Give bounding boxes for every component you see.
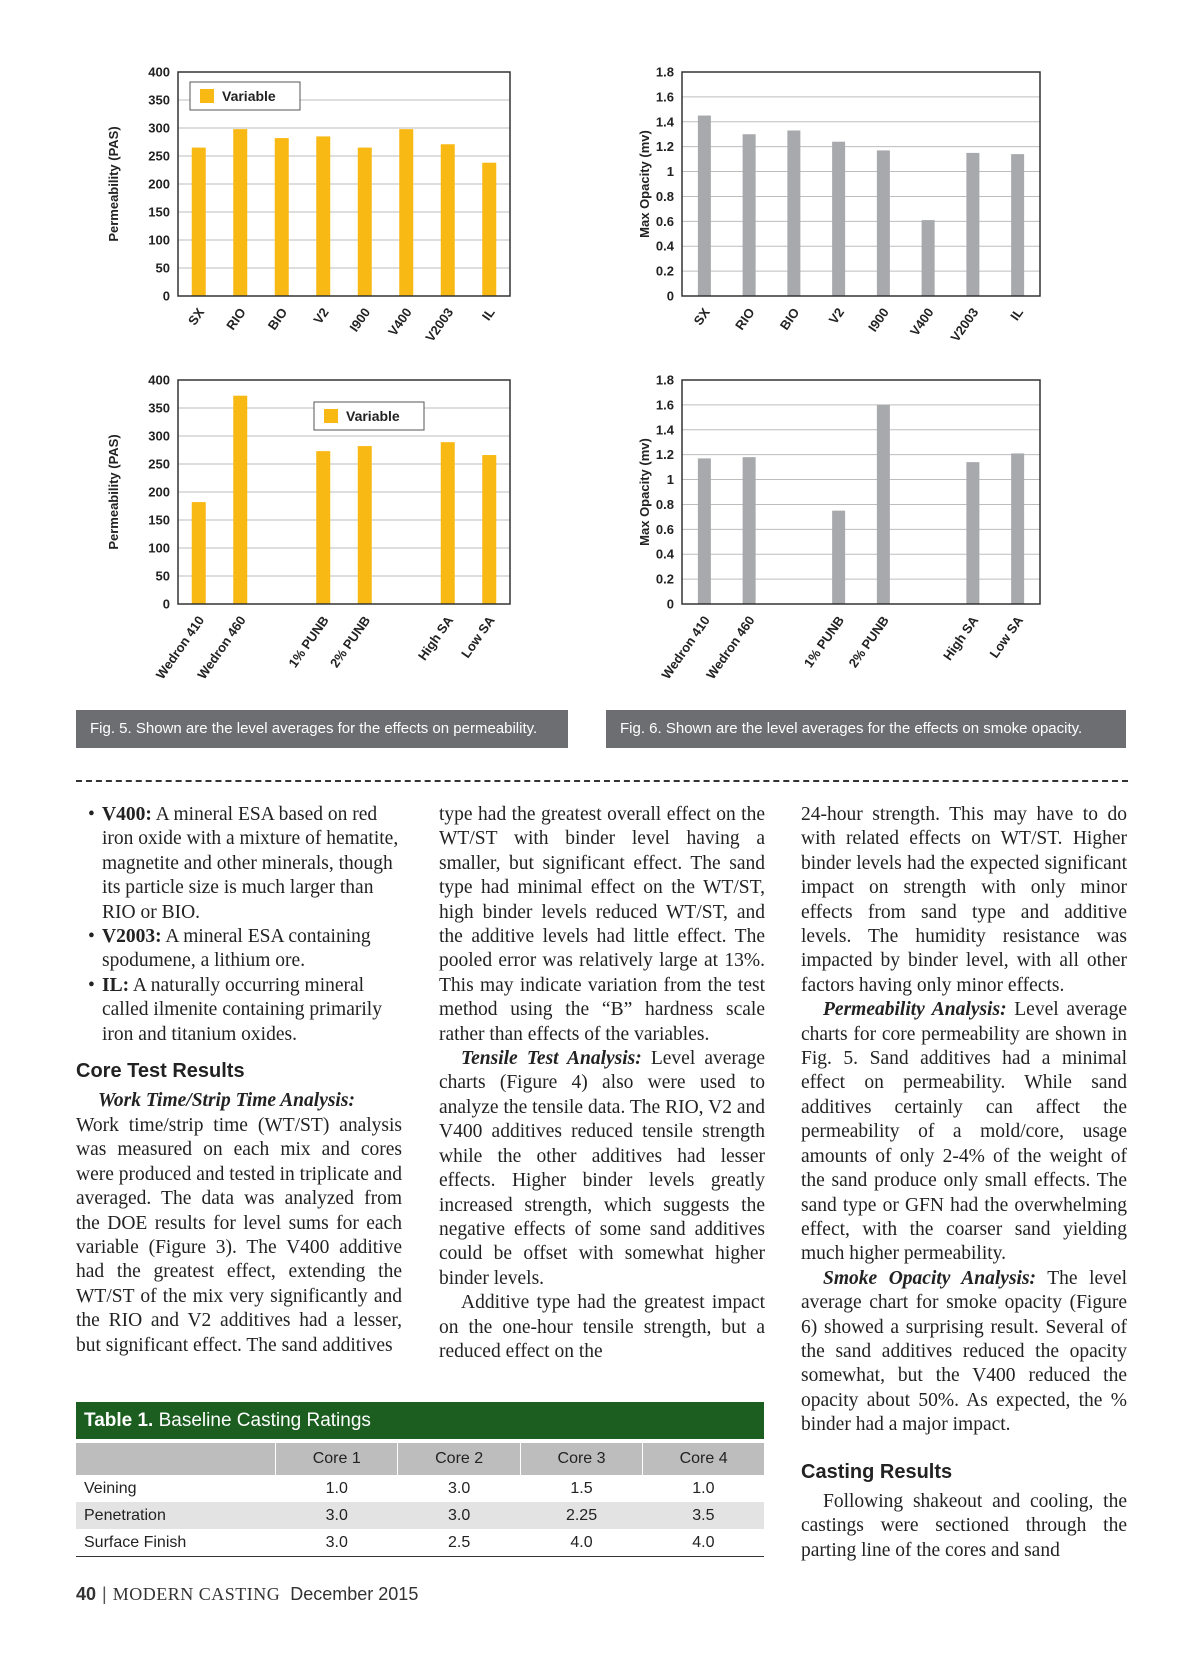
table-cell: 4.0 [520,1529,642,1557]
x-tick-label: V400 [384,305,415,339]
x-tick-label: V400 [906,305,937,339]
bar-i900 [877,150,890,296]
x-tick-label: RIO [223,305,249,333]
table-cell: 2.25 [520,1502,642,1529]
table-title: Table 1. Baseline Casting Ratings [76,1402,764,1439]
bar-bio [275,138,289,296]
bar-low-sa [1011,453,1024,604]
bar-high-sa [441,442,455,604]
bar-high-sa [966,462,979,604]
y-tick-label: 0.8 [655,188,674,204]
y-tick-label: 250 [148,456,170,472]
bar-wedron-460 [743,457,756,604]
x-tick-label: IL [1007,305,1027,324]
legend-label: Variable [222,88,276,104]
bar-v400 [922,220,935,296]
legend-swatch [324,409,338,423]
table-cell: 3.0 [448,1479,471,1497]
x-tick-label: Low SA [458,613,498,661]
bar-rio [233,129,247,296]
text-column-2 [439,803,765,1364]
legend-label: Variable [346,408,400,424]
y-tick-label: 0.2 [655,571,674,587]
bar-v400 [399,129,413,296]
x-tick-label: I900 [346,305,374,335]
x-tick-label: Wedron 410 [658,613,713,682]
x-tick-label: Wedron 460 [194,613,249,682]
y-axis-label: Permeability (PAS) [106,126,121,242]
additive-list [76,803,402,1047]
chart-permeability-variables [100,370,560,708]
y-tick-label: 300 [148,120,170,136]
y-tick-label: 50 [155,568,170,584]
paragraph: Additive type had the greatest impact on the one-hour tensile strength, but a reduced effect on the [439,1292,765,1362]
y-axis-label: Permeability (PAS) [106,434,121,550]
bar-il [482,163,496,296]
x-tick-label: 2% PUNB [326,613,374,671]
bar-il [1011,154,1024,296]
y-tick-label: 1 [666,472,674,488]
bar-sx [192,148,206,296]
x-tick-label: BIO [264,305,291,333]
bar-wedron-410 [698,458,711,604]
paragraph: Work Time/Strip Time Analysis: [98,1090,355,1112]
table-cell: 3.0 [398,1502,520,1529]
bar-bio [787,130,800,296]
baseline-casting-table [76,1402,764,1557]
x-tick-label: V2003 [422,305,457,345]
y-axis-label: Max Opacity (mv) [637,130,652,238]
x-tick-label: Wedron 410 [152,613,208,682]
y-tick-label: 0 [162,288,170,304]
y-tick-label: 0.4 [655,238,674,254]
table-cell: 4.0 [643,1529,764,1557]
row-label: Surface Finish [76,1529,276,1557]
y-tick-label: 200 [148,176,170,192]
y-tick-label: 0.4 [655,546,674,562]
x-tick-label: High SA [940,613,982,664]
paragraph: Tensile Test Analysis: Level average charts (Figure 4) also were used to analyze the tensile data. The RIO, V2 and V400 additives reduced tensile strength while the other additives had lesser effects. Higher binder levels greatly increased strength, which suggests the negative effects of some sand additives could be offset with somewhat higher binder levels. [439,1048,765,1289]
y-tick-label: 100 [148,232,170,248]
table-header-cell: Core 1 [276,1443,398,1475]
x-tick-label: RIO [732,305,758,333]
table-header-cell: Core 2 [398,1443,520,1475]
y-tick-label: 100 [148,540,170,556]
y-tick-label: 1 [666,164,674,180]
y-tick-label: 150 [148,512,170,528]
legend-swatch [200,89,214,103]
page-footer: 40 | MODERN CASTING December 2015 [76,1584,419,1604]
list-item: • IL: A naturally occurring mineral called ilmenite containing primarily iron and titanium oxides. [76,974,402,1047]
paragraph: Permeability Analysis: Level average charts for core permeability are shown in Fig. 5. Sand additives had a minimal effect on permeability. While sand additives certainly can affect the permeability of a mold/core, usage amounts of only 2-4% of the weight of the sand produce only small effects. The sand type or GFN had the overwhelming effect, with the coarser sand yielding much higher permeability. [801,999,1127,1265]
y-tick-label: 250 [148,148,170,164]
x-tick-label: I900 [865,305,892,335]
y-tick-label: 1.2 [655,447,674,463]
bar-sx [698,116,711,296]
y-tick-label: 400 [148,372,170,388]
row-label: Veining [84,1479,137,1497]
bar-2-punb [358,446,372,604]
y-tick-label: 0 [666,596,674,612]
bar-1-punb [316,451,330,604]
y-tick-label: 1.4 [655,422,674,438]
x-tick-label: SX [184,305,208,328]
list-item: • V2003: A mineral ESA containing spodumene, a lithium ore. [76,925,402,974]
y-tick-label: 1.6 [655,397,674,413]
bar-2-punb [877,405,890,604]
x-tick-label: High SA [414,613,457,664]
x-tick-label: 2% PUNB [845,613,892,671]
chart-opacity-variables [630,370,1090,708]
table-row [76,1475,764,1502]
plot-frame [682,72,1040,296]
paragraph: 24-hour strength. This may have to do with related effects on WT/ST. Higher binder levels had the expected significant impact on strength with only minor effects from sand type and additive levels. The humidity resistance was impacted by binder level, with all other factors having only minor effects. [801,804,1127,996]
bar-1-punb [832,511,845,604]
y-tick-label: 400 [148,64,170,80]
row-label: Penetration [76,1502,276,1529]
page-number: 40 [76,1584,97,1604]
table-cell: 2.5 [398,1529,520,1557]
table-cell: 1.0 [325,1479,348,1497]
y-axis-label: Max Opacity (mv) [637,438,652,546]
section-divider [76,780,1128,782]
table-cell: 1.0 [692,1479,715,1497]
y-tick-label: 350 [148,92,170,108]
legend [190,82,300,110]
ratings-table [76,1443,764,1557]
paragraph: Following shakeout and cooling, the castings were sectioned through the parting line of the cores and sand [801,1490,1127,1561]
x-tick-label: 1% PUNB [800,613,848,671]
y-tick-label: 0.6 [655,521,674,537]
x-tick-label: IL [478,305,498,324]
y-tick-label: 1.8 [655,64,674,80]
table-header-cell: Core 4 [643,1443,764,1475]
plot-frame [682,380,1040,604]
section-heading-core-test: Core Test Results [76,1060,245,1083]
list-item: • V400: A mineral ESA based on red iron oxide with a mixture of hematite, magnetite and other minerals, though its particle size is much larger than RIO or BIO. [76,803,402,925]
y-tick-label: 150 [148,204,170,220]
legend [314,402,424,430]
paragraph: Work time/strip time (WT/ST) analysis was measured on each mix and cores were produced and tested in triplicate and averaged. The data was analyzed from the DOE results for level sums for each variable (Figure 3). The V400 additive had the greatest effect, extending the WT/ST of the mix very significantly and the RIO and V2 additives had a lesser, but significant effect. The sand additives [76,1114,402,1356]
magazine-name: MODERN CASTING [112,1584,281,1604]
x-tick-label: SX [690,305,713,328]
bar-v2003 [966,153,979,296]
bar-v2 [316,136,330,296]
y-tick-label: 1.8 [655,372,674,388]
y-tick-label: 0.6 [655,213,674,229]
bar-rio [743,134,756,296]
bar-v2003 [441,144,455,296]
figure-6-caption: Fig. 6. Shown are the level averages for the effects on smoke opacity. [606,710,1126,748]
y-tick-label: 0 [162,596,170,612]
issue-date: December 2015 [290,1584,419,1604]
paragraph: type had the greatest overall effect on the WT/ST with binder level having a smaller, but significant effect. The sand type had minimal effect on the WT/ST, high binder levels reduced WT/ST, and the additive levels had little effect. The pooled error was relatively large at 13%. This may indicate variation from the test method using the “B” hardness scale rather than effects of the variables. [439,804,765,1045]
bar-i900 [358,148,372,296]
table-row [76,1502,764,1529]
x-tick-label: V2003 [947,305,982,345]
y-tick-label: 200 [148,484,170,500]
x-tick-label: V2 [825,305,848,327]
table-row [76,1529,764,1557]
table-header-row [76,1443,764,1475]
text-column-3 [801,803,1127,1563]
y-tick-label: 1.4 [655,114,674,130]
table-cell: 3.5 [643,1502,764,1529]
bar-wedron-460 [233,396,247,604]
y-tick-label: 50 [155,260,170,276]
table-header-cell: Core 3 [520,1443,642,1475]
table-header-cell [76,1443,276,1475]
x-tick-label: 1% PUNB [285,613,332,671]
chart-permeability-additives [100,62,560,360]
bar-low-sa [482,455,496,604]
x-tick-label: Wedron 460 [703,613,758,682]
y-tick-label: 300 [148,428,170,444]
y-tick-label: 1.6 [655,89,674,105]
x-tick-label: BIO [776,305,803,333]
bar-v2 [832,142,845,296]
table-cell: 3.0 [276,1502,398,1529]
table-cell: 3.0 [276,1529,398,1557]
y-tick-label: 0.2 [655,263,674,279]
y-tick-label: 350 [148,400,170,416]
chart-opacity-additives [630,62,1090,360]
y-tick-label: 0 [666,288,674,304]
paragraph: Smoke Opacity Analysis: The level average chart for smoke opacity (Figure 6) showed a surprising result. Several of the sand additives reduced the opacity somewhat, but the V400 reduced the opacity about 50%. As expected, the % binder had a major impact. [801,1267,1127,1436]
figure-5-caption: Fig. 5. Shown are the level averages for the effects on permeability. [76,710,568,748]
section-heading-casting-results: Casting Results [801,1460,953,1483]
table-cell: 1.5 [570,1479,593,1497]
x-tick-label: V2 [310,305,332,327]
y-tick-label: 0.8 [655,496,674,512]
text-column-1 [76,803,402,1358]
x-tick-label: Low SA [986,613,1027,661]
bar-wedron-410 [192,502,206,604]
y-tick-label: 1.2 [655,139,674,155]
